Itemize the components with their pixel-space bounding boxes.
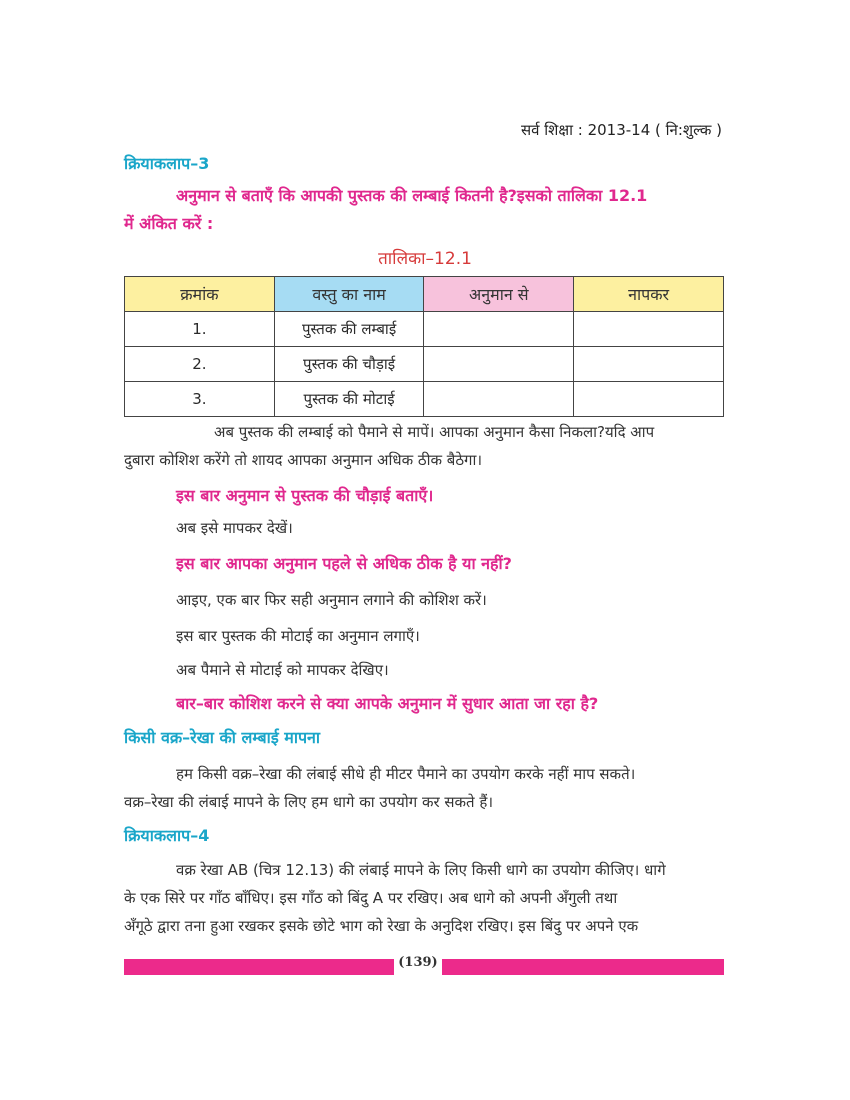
row-item-name: पुस्तक की मोटाई (274, 382, 424, 417)
row-measured (574, 312, 724, 347)
activity-3-question-line1: अनुमान से बताएँ कि आपकी पुस्तक की लम्बाई कितनी है?इसको तालिका 12.1 (176, 186, 648, 205)
question-improvement: बार–बार कोशिश करने से क्या आपके अनुमान में सुधार आता जा रहा है? (176, 694, 599, 713)
row-serial: 1. (125, 312, 275, 347)
header-serial: क्रमांक (125, 277, 275, 312)
table-caption: तालिका–12.1 (378, 249, 472, 269)
instruction-thickness: इस बार पुस्तक की मोटाई का अनुमान लगाएँ। (176, 627, 420, 645)
activity-3-title: क्रियाकलाप–3 (124, 154, 210, 173)
section-curve-title: किसी वक्र–रेखा की लम्बाई मापना (124, 728, 321, 747)
question-accuracy: इस बार आपका अनुमान पहले से अधिक ठीक है या नहीं? (176, 554, 512, 573)
row-estimate (424, 312, 574, 347)
page-header: सर्व शिक्षा : 2013-14 ( नि:शुल्क ) (521, 121, 722, 139)
curve-text-line2: वक्र–रेखा की लंबाई मापने के लिए हम धागे का उपयोग कर सकते हैं। (124, 793, 494, 811)
measurement-table (124, 276, 724, 417)
table-row (125, 382, 724, 417)
activity-4-line3: अँगूठे द्वारा तना हुआ रखकर इसके छोटे भाग को रेखा के अनुदिश रखिए। इस बिंदु पर अपने एक (124, 917, 639, 935)
row-estimate (424, 347, 574, 382)
header-item-name: वस्तु का नाम (274, 277, 424, 312)
row-item-name: पुस्तक की चौड़ाई (274, 347, 424, 382)
paragraph-1-line1: अब पुस्तक की लम्बाई को पैमाने से मापें। आपका अनुमान कैसा निकला?यदि आप (214, 423, 655, 441)
table-row (125, 347, 724, 382)
paragraph-1-line2: दुबारा कोशिश करेंगे तो शायद आपका अनुमान अधिक ठीक बैठेगा। (124, 451, 483, 469)
row-serial: 2. (125, 347, 275, 382)
curve-text-line1: हम किसी वक्र–रेखा की लंबाई सीधे ही मीटर पैमाने का उपयोग करके नहीं माप सकते। (176, 765, 636, 783)
activity-4-line1: वक्र रेखा AB (चित्र 12.13) की लंबाई मापने के लिए किसी धागे का उपयोग कीजिए। धागे (176, 861, 666, 879)
question-width: इस बार अनुमान से पुस्तक की चौड़ाई बताएँ। (176, 486, 434, 505)
activity-4-title: क्रियाकलाप–4 (124, 826, 210, 845)
footer-bar-right (442, 959, 724, 975)
instruction-measure-width: अब इसे मापकर देखें। (176, 519, 293, 537)
page-number: (139) (398, 955, 438, 970)
instruction-measure-thickness: अब पैमाने से मोटाई को मापकर देखिए। (176, 661, 389, 679)
header-estimate: अनुमान से (424, 277, 574, 312)
row-item-name: पुस्तक की लम्बाई (274, 312, 424, 347)
row-estimate (424, 382, 574, 417)
instruction-retry: आइए, एक बार फिर सही अनुमान लगाने की कोशिश करें। (176, 591, 487, 609)
footer-bar-left (124, 959, 394, 975)
table-row (125, 312, 724, 347)
header-measured: नापकर (574, 277, 724, 312)
row-serial: 3. (125, 382, 275, 417)
table-header-row (125, 277, 724, 312)
activity-3-question-line2: में अंकित करें : (124, 214, 214, 233)
activity-4-line2: के एक सिरे पर गाँठ बाँधिए। इस गाँठ को बिंदु A पर रखिए। अब धागे को अपनी अँगुली तथा (124, 889, 618, 907)
row-measured (574, 382, 724, 417)
row-measured (574, 347, 724, 382)
